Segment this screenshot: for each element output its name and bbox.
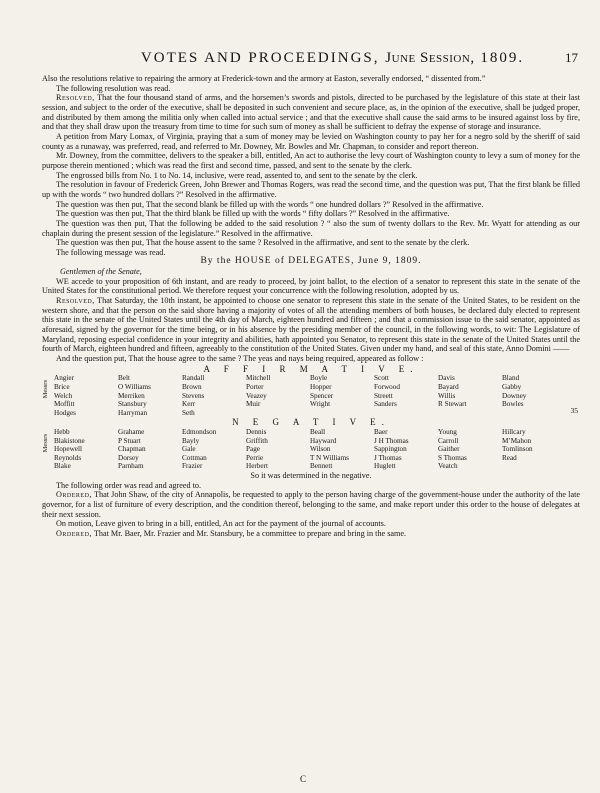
member-name: Bayly [182,436,200,445]
vote-column [246,374,310,417]
member-name: Dennis [246,427,267,436]
member-name: Porter [246,382,264,391]
member-name: Dorsey [118,453,139,462]
member-name: Stevens [182,391,205,400]
member-name: R Stewart [438,400,467,409]
paragraph: The following message was read. [56,247,166,257]
paragraph: The engrossed bills from No. 1 to No. 14, inclusive, were read, assented to, and sent to the senate by the clerk. [56,170,418,180]
member-name: T N Williams [310,453,349,462]
member-name: Kerr [182,400,196,409]
member-name: Gale [182,445,196,454]
member-name: Davis [438,374,455,383]
paragraph: So it was determined in the negative. [250,470,372,480]
member-name: Beall [310,427,326,436]
member-name: Mitchell [246,374,271,383]
paragraph-text: That John Shaw, of the city of Annapolis, be requested to apply to the person having charge of the government-house under the authority of the late governor, for a list of furniture of every description, and the condition thereof, belonging to the same, and make report under this order to the house of delegates at their next session. [42,490,580,519]
member-name: Griffith [246,436,268,445]
member-name: Boyle [310,374,328,383]
member-name: Blakistone [54,436,85,445]
paragraph [42,529,580,539]
paragraph: Also the resolutions relative to repairing the armory at Frederick-town and the armory at Easton, severally endorsed, “ dissented from.” [42,74,486,83]
member-name: Forwood [374,382,400,391]
paragraph: Mr. Downey, from the committee, delivers to the speaker a bill, entitled, An act to authorise the levy court of Washington county to levy a sum of money for the purpose therein mentioned ; which was read the first and second time, passed, and sent to the senate by the clerk. [42,151,580,170]
member-name: Hopper [310,382,332,391]
member-name: Wilson [310,445,331,454]
member-name: Blake [54,462,71,471]
member-name: Stansbury [118,400,147,409]
paragraph: WE accede to your proposition of 6th instant, and are ready to proceed, by joint ballot, to the election of a senator to represent this state in the senate of the United States for the constitutional period. We therefore request your concurrence with the following resolution, adopted by us. [42,276,580,296]
member-name: Tomlinson [502,445,533,454]
house-name: HOUSE of DELEGATES, [234,256,355,267]
vote-column [310,428,374,471]
member-name: J H Thomas [374,436,409,445]
vote-column [246,428,310,471]
vote-column [54,428,118,471]
member-name: Baer [374,427,388,436]
member-name: Merriken [118,391,145,400]
page-number: 17 [565,50,578,65]
member-name: Carroll [438,436,459,445]
paragraph-text: That the four thousand stand of arms, and the horsemen’s swords and pistols, directed to be purchased by the legislature of this state at their last session, and subject to the order of the executive, shall be deposited in such convenient and secure place, as, in the opinion of the executive, shall be judged proper, and distributed by them among the militia only when called into actual service ; and that the executive shall cause the said arms to be insured against loss by fire, and that they shall draw upon the treasury from time to time for such sum of money as shall be sufficient to defray the expense of storage and insurance. [42,93,580,132]
paragraph-text: That Mr. Baer, Mr. Frazier and Mr. Stansbury, be a committee to prepare and bring in the same. [91,528,407,538]
member-name: Chapman [118,445,146,454]
session-text: June Session, [385,50,475,66]
vote-column [182,428,246,471]
resolved-label: Resolved, [56,93,95,103]
member-name: Hayward [310,436,337,445]
resolved-label: Resolved, [56,296,95,306]
signature-mark: C [300,774,307,784]
negative-heading: N E G A T I V E. [232,417,390,428]
message-heading [42,257,580,267]
member-name: Brice [54,382,70,391]
message-date: June 9, 1809. [357,256,422,267]
member-name: Brown [182,382,202,391]
member-name: Scott [374,374,389,383]
page-title [141,50,524,67]
member-name: Bennett [310,462,333,471]
member-name: O Williams [118,382,151,391]
member-name: Streett [374,391,393,400]
document-body [42,74,580,539]
member-name: Hillcary [502,427,526,436]
member-name: Angier [54,374,74,383]
member-name: Hopewell [54,445,82,454]
member-name: Read [502,453,517,462]
paragraph: The question was then put, That the following be added to the said resolution ? “ also the sum of twenty dollars to the Rev. Mr. Wyatt for attending as our chaplain during the present session of the legislature.” Resolved in the affirmative. [42,218,580,238]
member-name: Bowles [502,400,524,409]
member-name: Parnham [118,462,144,471]
paragraph [42,93,580,132]
affirmative-count: 35 [570,405,578,415]
paragraph: And the question put, That the house agree to the same ? The yeas and nays being required, appeared as follow : [56,354,424,364]
by-text: By the [200,256,232,267]
vote-column [118,374,182,417]
member-name: P Stuart [118,436,141,445]
member-name: Herbert [246,462,268,471]
ordered-label: Ordered, [56,528,92,538]
paragraph: A petition from Mary Lomax, of Virginia, praying that a sum of money may be levied on Washington county to pay her for a negro sold by the sheriff of said county as a runaway, was preferred, read, and referred to Mr. Downey, Mr. Bowles and Mr. Chapman, to consider and report thereon. [42,131,580,151]
member-name: Downey [502,391,527,400]
member-name: Willis [438,391,456,400]
affirmative-list [42,374,580,417]
member-name: Bland [502,374,520,383]
member-name: Reynolds [54,453,82,462]
title-text: VOTES AND PROCEEDINGS, [140,50,380,66]
member-name: Spencer [310,391,334,400]
member-name: S Thomas [438,453,467,462]
member-name: Sappington [374,445,407,454]
member-name: Bayard [438,382,459,391]
year-text: 1809. [480,50,525,66]
vote-column [438,428,502,471]
ordered-label: Ordered, [56,490,92,500]
negative-list [42,427,580,471]
member-name: Perrie [246,453,264,462]
vote-column [54,374,118,417]
member-name: Randall [182,374,205,383]
vote-column [182,374,246,417]
member-name: Grahame [118,427,145,436]
member-name: Page [246,445,260,454]
paragraph-text: That Saturday, the 10th instant, be appointed to choose one senator to represent this state in the senate of the United States, to be resident on the western shore, and that the person on the said shore having a majority of votes of all the attending members of both houses, be declared duly elected to represent this state in the senate of the United States until the 4th day of March, eighteen hundred and fifteen ; and that a commission issue to the said senator, appointed as aforesaid, signed by the governor for the time being, or in his absence by the presiding member of the council, in the following words, to wit: The Legislature of Maryland, reposing especial confidence in your integrity and abilities, hath appointed you Senator, to represent this state in the senate of the United States until the fourth of March, eighteen hundred and fifteen, agreeably to the constitution of the United States. Given under my hand, and seal of this state, Anno Domini —— [42,296,580,354]
member-name: Veatch [438,462,458,471]
member-name: Moffitt [54,400,75,409]
vote-column [502,374,566,417]
member-name: J Thomas [374,453,402,462]
member-name: Hodges [54,408,76,417]
vote-column [374,374,438,417]
vote-column [374,428,438,471]
page-header [100,50,578,67]
member-name: Huglett [374,462,396,471]
member-name: Frazier [182,462,203,471]
paragraph: On motion, Leave given to bring in a bill, entitled, An act for the payment of the journal of accounts. [56,519,386,529]
member-name: Young [438,427,457,436]
member-name: Cottman [182,453,207,462]
vote-column [310,374,374,417]
paragraph: The question was then put, That the second blank be filled up with the words “ one hundred dollars ?” Resolved in the affirmative. [56,199,484,209]
paragraph: The following resolution was read. [56,83,171,93]
messrs-label: Messrs [42,433,49,453]
paragraph: The question was then put, That the third blank be filled up with the words “ fifty dollars ?” Resolved in the affirmative. [56,209,450,219]
member-name: Wright [310,400,331,409]
paragraph: The resolution in favour of Frederick Green, John Brewer and Thomas Rogers, was read the second time, and the question was put, That the first blank be filled up with the words “ two hundred dollars ?” Resolved in the affirmative. [42,180,580,199]
member-name: Gaither [438,445,460,454]
member-name: Harryman [118,408,148,417]
paragraph [42,490,580,519]
member-name: Hebb [54,427,70,436]
paragraph [42,296,580,354]
member-name: Edmondson [182,427,217,436]
member-name: Welch [54,391,73,400]
salutation: Gentlemen of the Senate, [60,267,142,277]
member-name: Muir [246,400,261,409]
member-name: Gabby [502,382,522,391]
member-name: M’Mahon [502,436,532,445]
paragraph: The question was then put, That the house assent to the same ? Resolved in the affirmative, and sent to the senate by the clerk. [56,238,470,248]
member-name: Sanders [374,400,397,409]
messrs-label: Messrs [42,380,49,399]
vote-column [502,428,566,471]
member-name: Seth [182,408,195,417]
member-name: Veazey [246,391,267,400]
paragraph: The following order was read and agreed to. [56,480,202,490]
vote-column [438,374,502,417]
affirmative-heading: A F F I R M A T I V E. [203,363,419,374]
member-name: Belt [118,374,130,383]
vote-column [118,428,182,471]
